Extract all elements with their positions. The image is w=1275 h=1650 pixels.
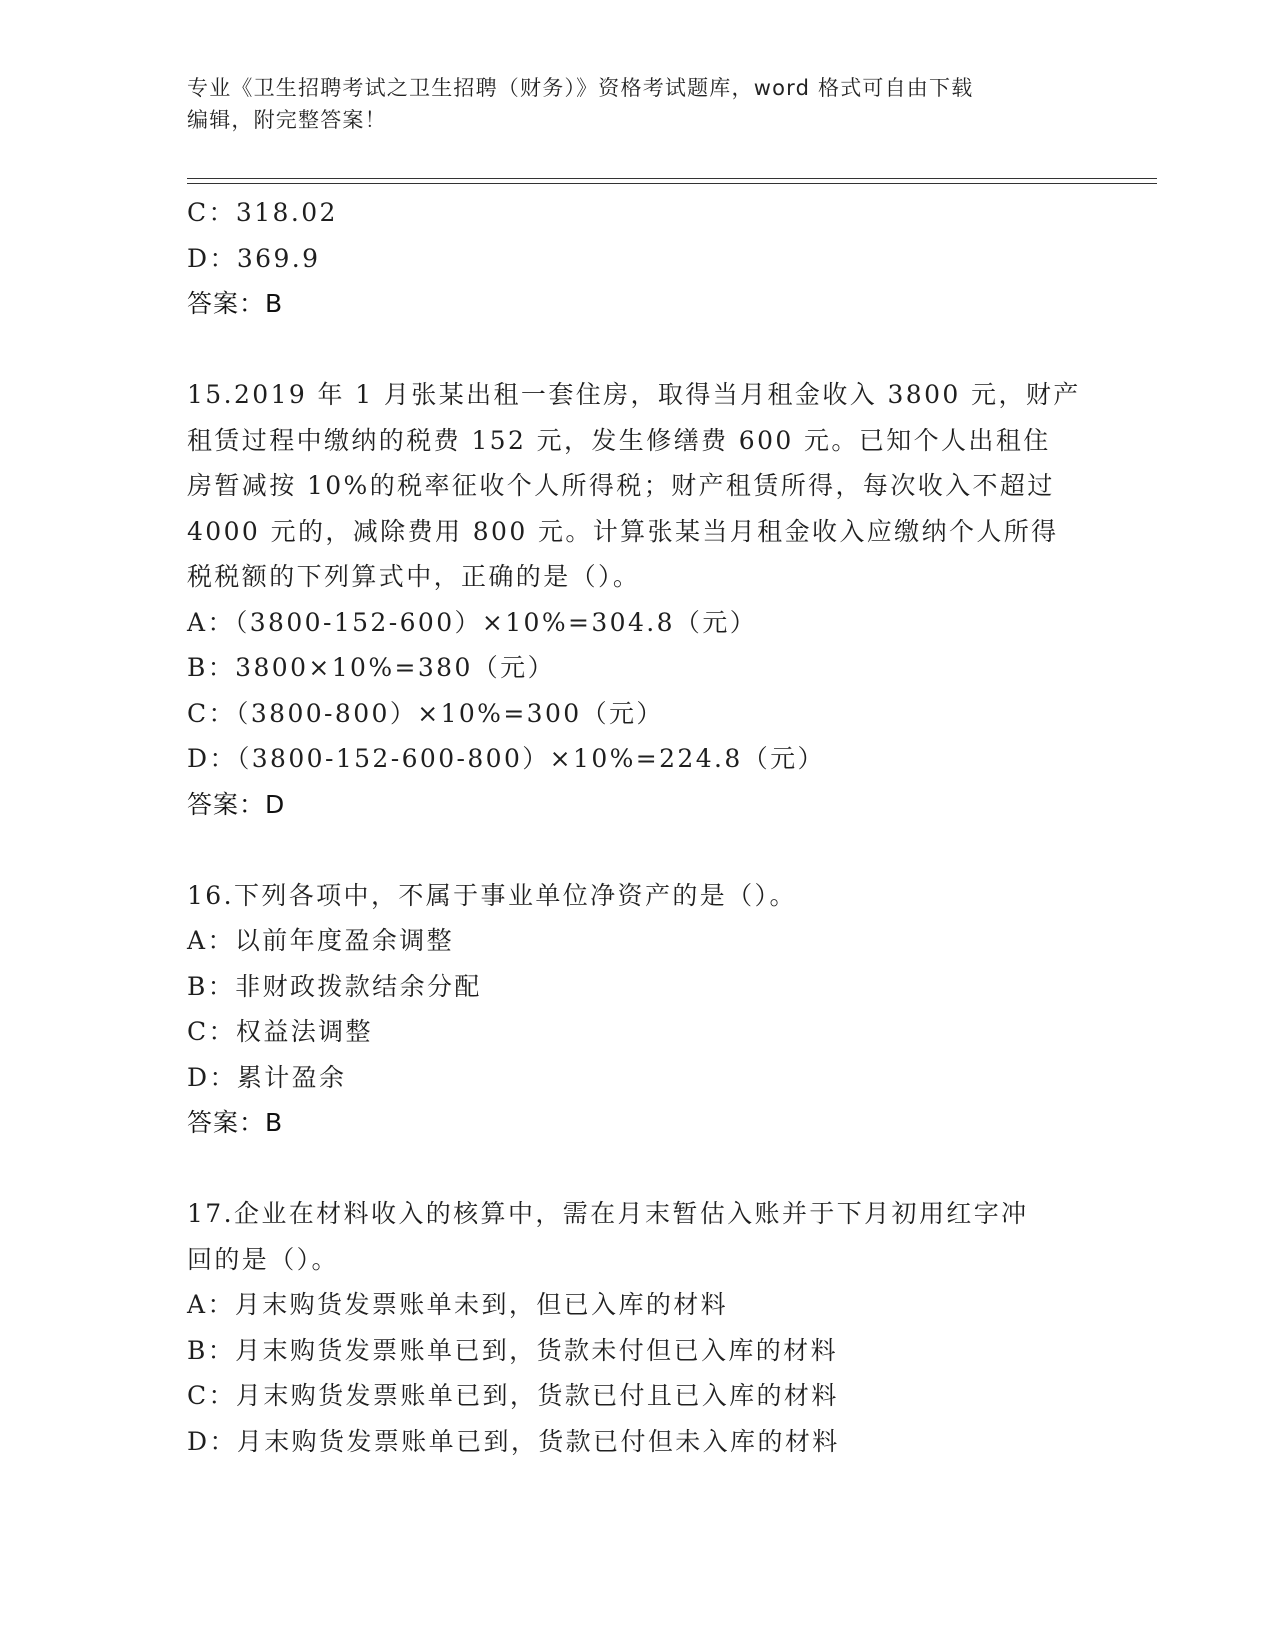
- question-stem-line: 4000 元的，减除费用 800 元。计算张某当月租金收入应缴纳个人所得: [187, 516, 1059, 546]
- answer-line: 答案：B: [187, 1108, 284, 1137]
- document-body: [187, 190, 1087, 1464]
- question-stem-line: 租赁过程中缴纳的税费 152 元，发生修缮费 600 元。已知个人出租住: [187, 425, 1051, 455]
- option-d: D：月末购货发票账单已到，货款已付但未入库的材料: [187, 1426, 840, 1456]
- question-stem-line: 17.企业在材料收入的核算中，需在月末暂估入账并于下月初用红字冲: [187, 1199, 1029, 1228]
- option-c: C：318.02: [187, 198, 338, 227]
- option-c: C：权益法调整: [187, 1017, 373, 1046]
- answer-line: 答案：B: [187, 289, 284, 318]
- option-c: C：（3800-800）×10%=300（元）: [187, 698, 664, 728]
- question-15: [187, 372, 1087, 827]
- option-b: B：3800×10%=380（元）: [187, 653, 555, 682]
- header-divider-bottom: [187, 183, 1157, 184]
- spacer: [187, 327, 1087, 373]
- answer-line: 答案：D: [187, 789, 286, 819]
- option-b: B：非财政拨款结余分配: [187, 971, 482, 1001]
- question-stem-line: 回的是（）。: [187, 1244, 339, 1274]
- question-16: [187, 873, 1087, 1146]
- question-stem-line: 15.2019 年 1 月张某出租一套住房，取得当月租金收入 3800 元，财产: [187, 380, 1081, 409]
- header-divider-top: [187, 178, 1157, 179]
- option-a: A：以前年度盈余调整: [187, 926, 455, 955]
- option-a: A：月末购货发票账单未到，但已入库的材料: [187, 1290, 729, 1319]
- header-line-1: 专业《卫生招聘考试之卫生招聘（财务）》资格考试题库，word 格式可自由下载: [187, 76, 974, 100]
- question-14: [187, 190, 1087, 327]
- option-d: D：累计盈余: [187, 1062, 347, 1092]
- option-a: A：（3800-152-600）×10%=304.8（元）: [187, 607, 758, 637]
- question-stem-line: 房暂减按 10%的税率征收个人所得税；财产租赁所得，每次收入不超过: [187, 471, 1055, 500]
- option-c: C：月末购货发票账单已到，货款已付且已入库的材料: [187, 1381, 839, 1410]
- question-stem-line: 16.下列各项中，不属于事业单位净资产的是（）。: [187, 880, 797, 910]
- spacer: [187, 1146, 1087, 1192]
- option-d: D：（3800-152-600-800）×10%=224.8（元）: [187, 744, 825, 773]
- option-d: D：369.9: [187, 243, 321, 273]
- question-stem-line: 税税额的下列算式中，正确的是（）。: [187, 562, 641, 591]
- option-b: B：月末购货发票账单已到，货款未付但已入库的材料: [187, 1335, 838, 1365]
- header-line-2: 编辑，附完整答案！: [187, 108, 387, 132]
- spacer: [187, 827, 1087, 873]
- page-header: [187, 72, 1087, 136]
- question-17: [187, 1191, 1087, 1464]
